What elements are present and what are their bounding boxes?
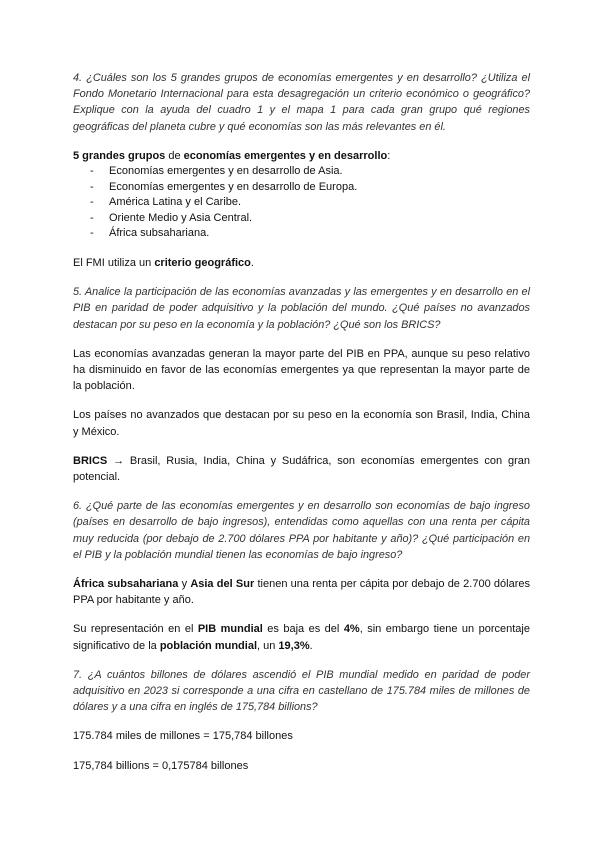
answer-7-line-2: 175,784 billions = 0,175784 billones <box>73 759 249 772</box>
question-7: 7. ¿A cuántos billones de dólares ascendió el PIB mundial medido en paridad de poder adquisitivo en 2023 si corresponde a una cifra en castellano de 175.784 miles de millones de dólares y a una cifra en inglés de 175,784 billions? <box>73 668 530 714</box>
list-item: - América Latina y el Caribe. <box>73 195 530 211</box>
groups-list <box>73 164 530 242</box>
question-4: 4. ¿Cuáles son los 5 grandes grupos de economías emergentes y en desarrollo? ¿Utiliza el Fondo Monetario Internacional para esta desagregación un criterio económico o geográfico? Explique con la ayuda del cuadro 1 y el mapa 1 para cada gran grupo qué regiones geográficas del planeta cubre y qué economías son las más relevantes en él. <box>73 72 530 133</box>
answer-6-paragraph-2: Su representación en el PIB mundial es baja es del 4%, sin embargo tiene un porcentaje significativo de la población mundial, un 19,3%. <box>73 623 530 652</box>
answer-6-paragraph-1: África subsahariana y Asia del Sur tienen una renta per cápita por debajo de 2.700 dólares PPA por habitante y año. <box>73 578 531 607</box>
answer-4-criterion: El FMI utiliza un criterio geográfico. <box>73 256 254 269</box>
answer-5-brics: BRICS → Brasil, Rusia, India, China y Sudáfrica, son economías emergentes con gran potencial. <box>73 454 530 484</box>
question-6: 6. ¿Qué parte de las economías emergentes y en desarrollo son economías de bajo ingreso (países en desarrollo de bajo ingresos), entendidas como aquellas con una renta per cápita muy reducida (por debajo de 2.700 dólares PPA por habitante y año)? ¿Qué participación en el PIB y la población mundial tienen las economías de bajo ingreso? <box>73 500 530 561</box>
answer-5-paragraph-1: Las economías avanzadas generan la mayor parte del PIB en PPA, aunque su peso relativo ha disminuido en favor de las economías emergentes ya que representan la mayor parte de la población. <box>73 347 530 393</box>
answer-7-line-1: 175.784 miles de millones = 175,784 billones <box>73 730 293 743</box>
list-item: - Economías emergentes y en desarrollo de Asia. <box>73 164 530 180</box>
answer-5-paragraph-2: Los países no avanzados que destacan por su peso en la economía son Brasil, India, China y México. <box>73 409 530 438</box>
list-item: - África subsahariana. <box>73 226 530 242</box>
answer-4-heading: 5 grandes grupos de economías emergentes y en desarrollo: <box>73 149 391 162</box>
list-item: - Oriente Medio y Asia Central. <box>73 211 530 227</box>
question-5: 5. Analice la participación de las economías avanzadas y las emergentes y en desarrollo en el PIB en paridad de poder adquisitivo y la población del mundo. ¿Qué países no avanzados destacan por su peso en la economía y la población? ¿Qué son los BRICS? <box>73 286 530 331</box>
list-item: - Economías emergentes y en desarrollo de Europa. <box>73 180 530 196</box>
